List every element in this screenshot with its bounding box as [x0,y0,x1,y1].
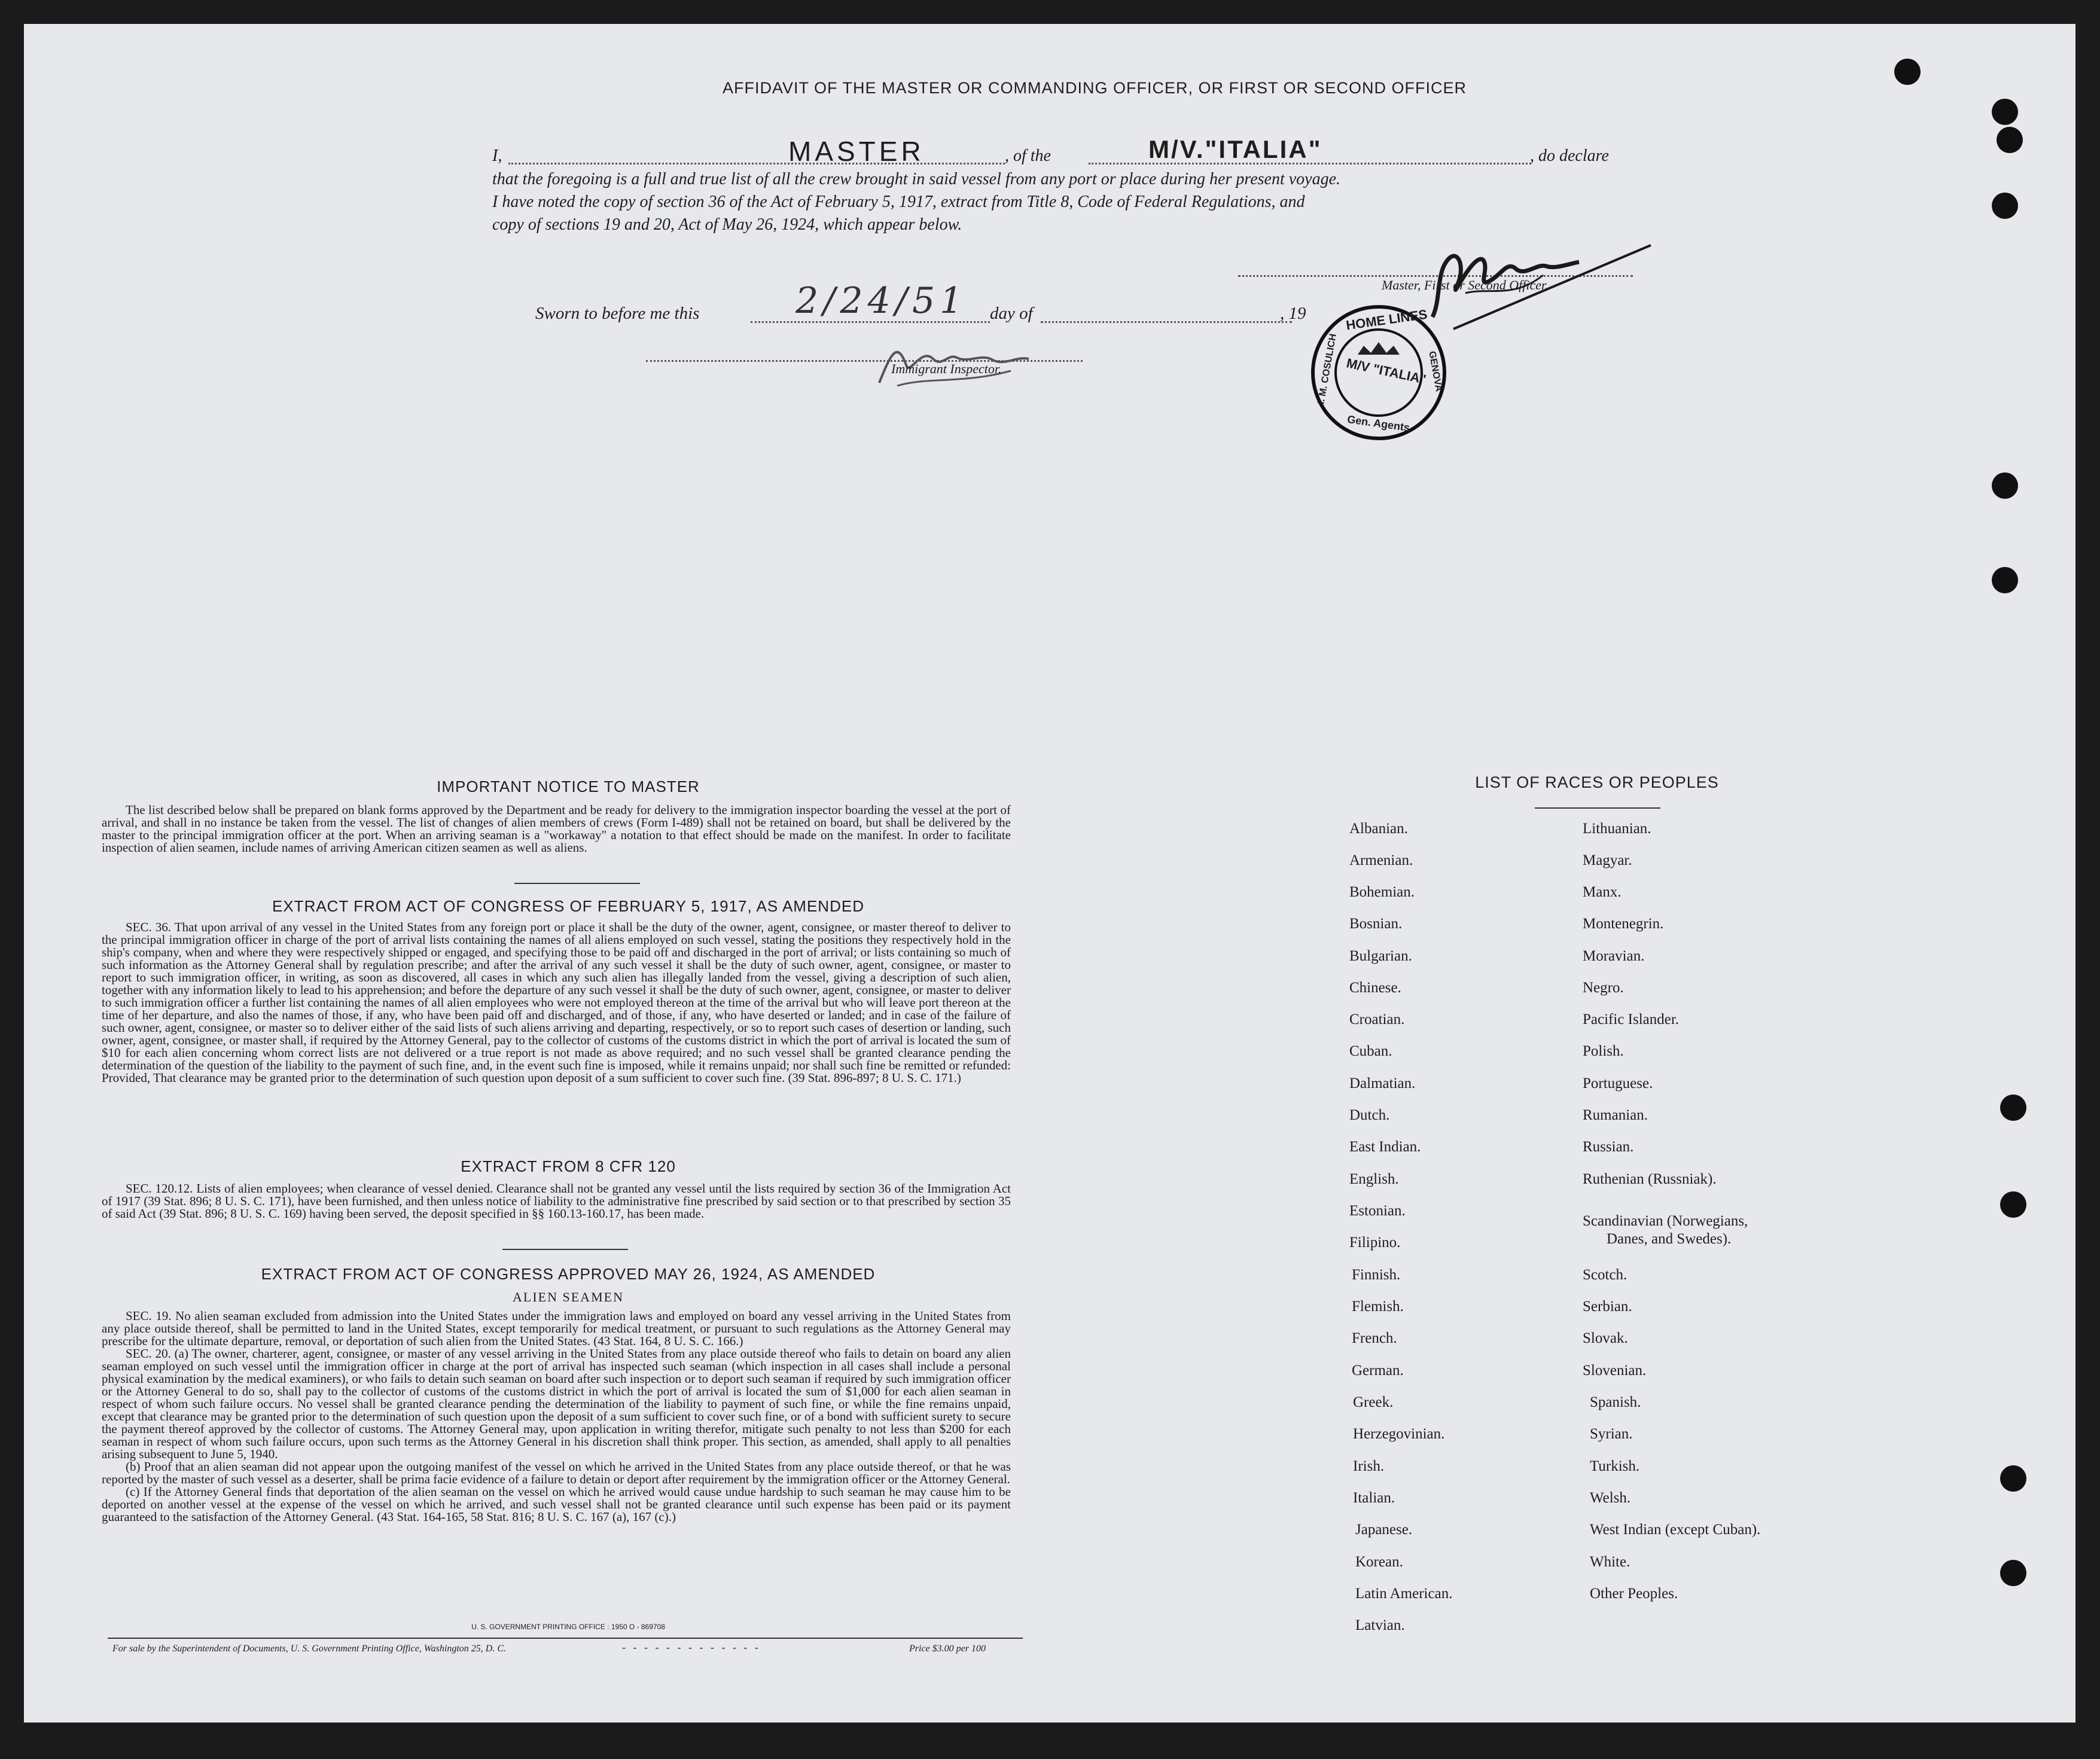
footer-dashes: - - - - - - - - - - - - - [622,1641,761,1653]
race-item: Armenian. [1349,852,1413,868]
stamp-bottom-text: Gen. Agents [1346,413,1411,434]
gpo-line: U. S. GOVERNMENT PRINTING OFFICE : 1950 O - 869708 [471,1623,665,1631]
extract-1924-text [102,1310,1011,1523]
race-item: Filipino. [1349,1234,1401,1251]
race-item: Scandinavian (Norwegians, [1583,1213,1748,1229]
race-item: Latvian. [1355,1617,1405,1633]
binder-hole [1992,567,2018,593]
vessel-value: M/V."ITALIA" [1148,135,1322,163]
document-page [24,24,2075,1723]
sworn-date-value: 2/24/51 [795,280,968,322]
footer-rule [108,1638,1023,1639]
race-item: Rumanian. [1583,1107,1648,1123]
master-line [508,163,1005,164]
extract-1924-title: EXTRACT FROM ACT OF CONGRESS APPROVED MAY 26, 1924, AS AMENDED [261,1265,876,1283]
race-item: Portuguese. [1583,1075,1653,1092]
race-item: Cuban. [1349,1043,1392,1059]
race-item: Polish. [1583,1043,1624,1059]
inspector-label: Immigrant Inspector. [891,361,1002,376]
race-item: Pacific Islander. [1583,1011,1680,1028]
race-item: Bulgarian. [1349,948,1412,964]
section-19-paragraph: SEC. 19. No alien seaman excluded from admission into the United States under the immigration laws and employed on board any vessel arriving in the United States from any place outside thereof, shall be permitted to land in the United States, except temporarily for medical treatment, or pursuant to such regulations as the Attorney General may prescribe for the ultimate departure, removal, or deportation of such alien from the United States. (43 Stat. 164, 8 U. S. C. 166.) [102,1309,1011,1348]
stamp-right-text: GENOVA [1427,350,1444,392]
race-item: Slovenian. [1583,1362,1647,1379]
race-item: Estonian. [1349,1203,1406,1219]
races-title: LIST OF RACES OR PEOPLES [1475,773,1719,791]
day-of-label: day of [990,304,1033,323]
binder-hole [1992,99,2018,125]
race-item: Flemish. [1352,1298,1404,1315]
race-item: Other Peoples. [1590,1586,1678,1602]
extract-8cfr-title: EXTRACT FROM 8 CFR 120 [461,1157,676,1175]
race-item: Moravian. [1583,948,1645,964]
race-item: Bosnian. [1349,916,1403,932]
divider [1535,807,1660,809]
race-item: East Indian. [1349,1139,1421,1155]
section-120-paragraph: SEC. 120.12. Lists of alien employees; when clearance of vessel denied. Clearance shall not be granted any vessel until the lists required by section 36 of the Immigration Act of 1917 (39 Stat. 896; 8 U. S. C. 171), have been furnished, and then unless notice of liability to the administrative fine prescribed by said section or to that prescribed by section 35 of said Act (39 Stat. 896; 8 U. S. C. 169) having been served, the deposit specified in §§ 160.13-160.17, has been made. [102,1181,1011,1221]
race-item: Dutch. [1349,1107,1390,1123]
race-item: Lithuanian. [1583,821,1651,837]
footer-left: For sale by the Superintendent of Documents, U. S. Government Printing Office, Washington 25, D. C. [112,1644,506,1654]
race-item: Scotch. [1583,1267,1627,1283]
race-item: Herzegovinian. [1353,1426,1445,1442]
race-item: Greek. [1353,1394,1394,1410]
do-declare-label: , do declare [1530,147,1609,165]
divider [502,1249,628,1250]
race-item: Syrian. [1590,1426,1633,1442]
race-item: Dalmatian. [1349,1075,1416,1092]
year-label: , 19 [1280,304,1306,323]
race-item: West Indian (except Cuban). [1590,1522,1761,1538]
race-item: Bohemian. [1349,884,1415,900]
master-value: MASTER [788,136,925,167]
extract-8cfr-text [102,1182,1011,1220]
notice-paragraph: The list described below shall be prepared on blank forms approved by the Department and be ready for delivery to the immigration inspector boarding the vessel at the port of arrival, and shall in no instance be taken from the vessel. The list of changes of alien members of crews (Form I-489) shall not be retained on board, but shall be delivered by the master to the principal immigration officer at the port. When an arriving seaman is a "workaway" a notation to that effect should be made on the manifest. In order to facilitate inspection of alien seamen, include names of arriving American citizen seamen as well as aliens. [102,803,1011,855]
extract-1917-title: EXTRACT FROM ACT OF CONGRESS OF FEBRUARY 5, 1917, AS AMENDED [272,897,864,915]
race-item: Welsh. [1590,1490,1631,1506]
binder-hole [1992,472,2018,499]
stamp-left-text: I. M. COSULICH [1316,333,1339,406]
footer-right: Price $3.00 per 100 [909,1644,986,1654]
sworn-label: Sworn to before me this [535,304,700,323]
affidavit-body-line1: that the foregoing is a full and true list of all the crew brought in said vessel from any port or place during her present voyage. [492,170,1341,188]
binder-hole [1997,127,2023,153]
race-item: Ruthenian (Russniak). [1583,1171,1717,1187]
race-item: Italian. [1353,1490,1395,1506]
binder-hole [2000,1095,2026,1121]
binder-hole [1894,59,1921,85]
notice-text [102,804,1011,854]
ship-stamp [1310,304,1447,441]
race-item: Serbian. [1583,1298,1632,1315]
race-item: Albanian. [1349,821,1408,837]
stamp-top-text: HOME LINES [1345,306,1428,333]
binder-hole [2000,1465,2026,1492]
month-line [1041,321,1292,323]
race-item: Manx. [1583,884,1622,900]
race-item: Croatian. [1349,1011,1405,1028]
binder-hole [2000,1560,2026,1586]
section-20a-paragraph: SEC. 20. (a) The owner, charterer, agent, consignee, or master of any vessel arriving in the United States from any place outside thereof who fails to detain on board any alien seaman employed on such vessel until the immigration officer in charge at the port of arrival has inspected such seaman (which inspection in all cases shall include a personal physical examination by the medical examiners), or who fails to detain such seaman on board after such inspection or to deport such seaman if required by such immigration officer or the Attorney General to do so, shall pay to the collector of customs of the customs district in which the port of arrival is located the sum of $1,000 for each alien seaman in respect of whom such failure occurs. No vessel shall be granted clearance pending the determination of the liability to payment of such fine, or while the fine remains unpaid, except that clearance may be granted prior to the determination of such question upon the deposit of a sum sufficient to cover such fine, or of a bond with sufficient surety to secure the payment thereof approved by the collector of customs. The Attorney General may, upon application in writing therefor, mitigate such penalty to not less than $200 for each seaman in respect of whom such failure occurs, upon such terms as the Attorney General in his discretion shall think proper. This section, as amended, shall apply to all penalties arising subsequent to June 5, 1940. [102,1346,1011,1461]
race-item: Chinese. [1349,980,1401,996]
notice-title: IMPORTANT NOTICE TO MASTER [437,778,700,795]
affidavit-body-line2: I have noted the copy of section 36 of the Act of February 5, 1917, extract from Title 8, Code of Federal Regulations, and [492,193,1305,211]
race-item: Latin American. [1355,1586,1453,1602]
race-item: French. [1352,1330,1397,1346]
race-item: English. [1349,1171,1399,1187]
race-item: Korean. [1355,1554,1403,1570]
affidavit-title: AFFIDAVIT OF THE MASTER OR COMMANDING OFFICER, OR FIRST OR SECOND OFFICER [722,79,1467,97]
race-item: White. [1590,1554,1630,1570]
affidavit-body-line3: copy of sections 19 and 20, Act of May 26, 1924, which appear below. [492,215,962,234]
of-the-label: , of the [1005,147,1051,165]
divider [514,883,640,884]
binder-hole [2000,1191,2026,1218]
race-item: Russian. [1583,1139,1634,1155]
race-item: German. [1352,1362,1404,1379]
race-item: Spanish. [1590,1394,1641,1410]
race-item: Irish. [1353,1458,1385,1474]
race-item: Turkish. [1590,1458,1640,1474]
section-20b-paragraph: (b) Proof that an alien seaman did not appear upon the outgoing manifest of the vessel on which he arrived in the United States from any place outside thereof, or that he was reported by the master of such vessel as a deserter, shall be prima facie evidence of a failure to detain or deport after requirement by the immigration officer or the Attorney General. [102,1459,1011,1486]
extract-1917-text [102,921,1011,1084]
race-item: Japanese. [1355,1522,1413,1538]
race-item: Magyar. [1583,852,1632,868]
master-signature-label: Master, First or Second Officer. [1382,278,1549,292]
section-20c-paragraph: (c) If the Attorney General finds that deportation of the alien seaman on the vessel on which he arrived would cause undue hardship to such seaman he may cause him to be deported on another vessel at the expense of the vessel on which he arrived, and such vessel shall not be granted clearance until such expense has been paid or its payment guaranteed to the satisfaction of the Attorney General. (43 Stat. 164-165, 58 Stat. 816; 8 U. S. C. 167 (a), 167 (c).) [102,1484,1011,1524]
alien-seamen-subtitle: ALIEN SEAMEN [513,1289,624,1304]
race-item: Negro. [1583,980,1624,996]
binder-hole [1992,193,2018,219]
race-item: Montenegrin. [1583,916,1664,932]
race-item: Slovak. [1583,1330,1628,1346]
section-36-paragraph: SEC. 36. That upon arrival of any vessel in the United States from any foreign port or place it shall be the duty of the owner, agent, consignee, or master thereof to deliver to the principal immigration officer in charge of the port of arrival lists containing the names of all aliens employed on such vessel, stating the positions they respectively hold in the ship's company, when and where they were respectively shipped or engaged, and specifying those to be paid off and discharged in the port of arrival; or lists containing so much of such information as the Attorney General shall by regulation prescribe; and after the arrival of any such vessel it shall be the duty of such owner, agent, consignee, or master to report to such immigration officer, in writing, as soon as discovered, all cases in which any such alien has illegally landed from the vessel, giving a description of such alien, together with any information likely to lead to his apprehension; and before the departure of any such vessel it shall be the duty of such owner, agent, consignee, or master to deliver to such immigration officer a further list containing the names of all alien employees who were not employed thereon at the time of the arrival but who will leave port thereon at the time of her departure, and also the names of those, if any, who have been paid off and discharged, and of those, if any, who have deserted or landed; and in case of the failure of such owner, agent, consignee, or master so to deliver either of the said lists of such aliens arriving and departing, respectively, or so to report such cases of desertion or landing, such owner, agent, consignee, or master shall, if required by the Attorney General, pay to the collector of customs of the customs district in which the port of arrival is located the sum of $10 for each alien concerning whom correct lists are not delivered or a true report is not made as above required; and no such vessel shall be granted clearance pending the determination of the question of the liability to the payment of such fine, and, in the event such fine is imposed, while it remains unpaid; nor shall such fine be remitted or refunded: Provided, That clearance may be granted prior to the determination of such question upon deposit of a sum sufficient to cover such fine. (39 Stat. 896-897; 8 U. S. C. 171.) [102,920,1011,1085]
race-item: Danes, and Swedes). [1607,1231,1732,1247]
race-item: Finnish. [1352,1267,1401,1283]
stamp-center-text: M/V "ITALIA" [1345,355,1428,387]
affidavit-i-label: I, [492,147,502,165]
